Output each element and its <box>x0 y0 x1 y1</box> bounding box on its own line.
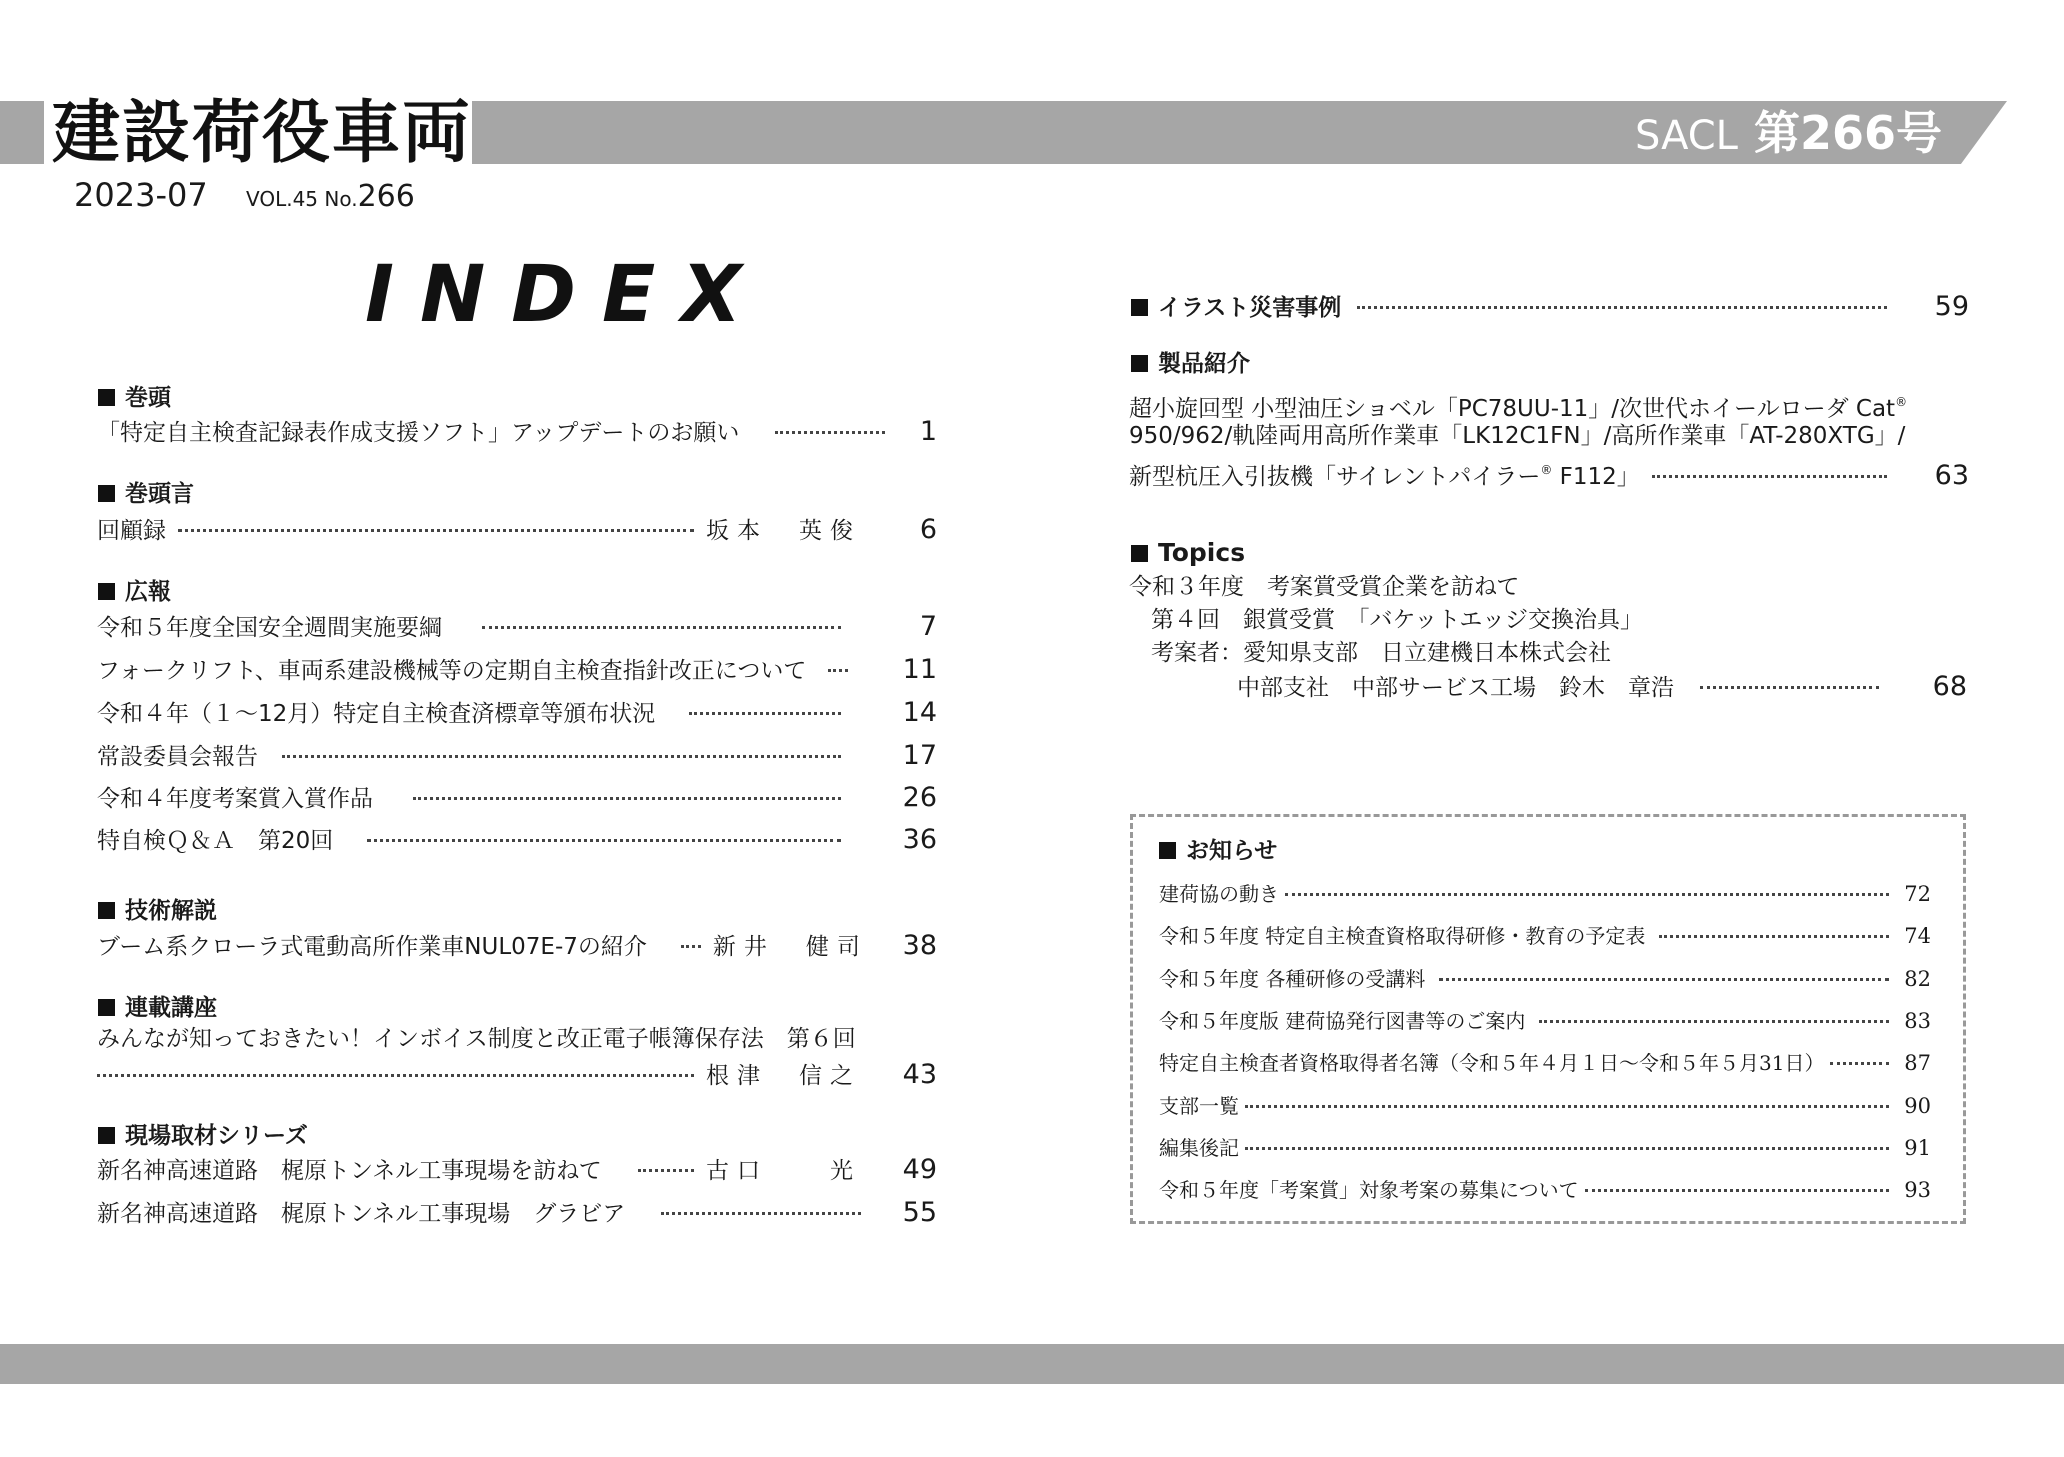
notice-page: 74 <box>1904 924 1931 948</box>
section-heading: お知らせ <box>1186 838 1278 864</box>
toc-entry[interactable] <box>97 781 937 816</box>
entry-page: 1 <box>919 416 937 447</box>
section-rensai <box>98 992 217 1024</box>
leader-dots <box>282 755 841 758</box>
entry-title: 令和５年度全国安全週間実施要綱 <box>97 615 442 641</box>
toc-entry[interactable] <box>97 1153 937 1188</box>
entry-page: 26 <box>902 782 937 813</box>
product-line-2: 950/962/軌陸両用高所作業車「LK12C1FN」/高所作業車「AT-280XTG」/ <box>1129 423 1906 449</box>
entry-author: 古口 光 <box>706 1158 861 1184</box>
entry-author: 坂本 英俊 <box>706 518 861 544</box>
section-heading: 広報 <box>125 579 171 605</box>
registered-mark: ® <box>1895 395 1908 409</box>
leader-dots <box>1652 475 1887 478</box>
entry-page: 63 <box>1934 460 1969 491</box>
entry-title: 常設委員会報告 <box>97 744 258 770</box>
notice-page: 72 <box>1904 882 1931 906</box>
entry-page: 49 <box>902 1154 937 1185</box>
notice-item[interactable] <box>1159 1175 1931 1205</box>
notice-title: 建荷協の動き <box>1159 882 1279 906</box>
entry-page: 59 <box>1934 291 1969 322</box>
notice-box <box>1130 814 1966 1224</box>
section-gijutsu <box>98 895 217 927</box>
section-heading: 製品紹介 <box>1158 351 1250 377</box>
notice-item[interactable] <box>1159 879 1931 909</box>
toc-entry[interactable] <box>97 1058 937 1093</box>
product-text: 新型杭圧入引抜機「サイレントパイラー <box>1129 464 1541 490</box>
notice-item[interactable] <box>1159 964 1931 994</box>
leader-dots <box>367 839 841 842</box>
square-bullet-icon <box>1131 355 1148 372</box>
notice-page: 90 <box>1904 1094 1931 1118</box>
entry-title: 新名神高速道路 梶原トンネル工事現場を訪ねて <box>97 1158 602 1184</box>
square-bullet-icon <box>98 902 115 919</box>
section-heading: 連載講座 <box>125 995 217 1021</box>
magazine-title: 建設荷役車両 <box>52 94 473 173</box>
notice-title: 令和５年度「考案賞」対象考案の募集について <box>1159 1178 1579 1202</box>
registered-mark: ® <box>1540 463 1553 477</box>
index-heading: INDEX <box>365 250 768 340</box>
issue-badge <box>1635 103 1942 163</box>
topics-line-1: 令和３年度 考案賞受賞企業を訪ねて <box>1129 574 1520 600</box>
toc-entry[interactable] <box>97 1196 937 1231</box>
topics-line-3: 考案者：愛知県支部 日立建機日本株式会社 <box>1151 640 1611 666</box>
volume-number: 266 <box>357 179 415 214</box>
toc-entry[interactable] <box>97 929 937 964</box>
notice-item[interactable] <box>1159 1006 1931 1036</box>
sacl-label: SACL <box>1634 113 1738 159</box>
entry-page: 7 <box>919 611 937 642</box>
notice-item[interactable] <box>1159 1048 1931 1078</box>
notice-title: 特定自主検査者資格取得者名簿（令和５年４月１日～令和５年５月31日） <box>1159 1051 1825 1075</box>
notice-title: 支部一覧 <box>1159 1094 1239 1118</box>
square-bullet-icon <box>1131 299 1148 316</box>
square-bullet-icon <box>1131 545 1148 562</box>
section-heading: 巻頭言 <box>125 481 194 507</box>
leader-dots <box>828 669 848 672</box>
publication-date: 2023-07 <box>74 176 208 214</box>
leader-dots <box>413 797 841 800</box>
product-text: 超小旋回型 小型油圧ショベル「PC78UU-11」/次世代ホイールローダ Cat <box>1129 396 1896 422</box>
toc-entry-illust[interactable] <box>1131 290 1969 325</box>
leader-dots <box>681 945 701 948</box>
footer-bar <box>0 1344 2064 1384</box>
topics-line-2: 第４回 銀賞受賞 「バケットエッジ交換治具」 <box>1151 607 1643 633</box>
notice-page: 91 <box>1904 1136 1931 1160</box>
section-oshirase <box>1159 835 1277 867</box>
square-bullet-icon <box>98 389 115 406</box>
notice-title: 編集後記 <box>1159 1136 1239 1160</box>
notice-page: 87 <box>1904 1051 1931 1075</box>
notice-item[interactable] <box>1159 1133 1931 1163</box>
leader-dots <box>1245 1147 1889 1150</box>
section-heading: 技術解説 <box>125 898 217 924</box>
section-heading: Topics <box>1158 538 1246 567</box>
leader-dots <box>1830 1062 1889 1065</box>
notice-page: 83 <box>1904 1009 1931 1033</box>
entry-title: 令和４年度考案賞入賞作品 <box>97 786 373 812</box>
entry-page: 43 <box>902 1059 937 1090</box>
leader-dots <box>178 529 694 532</box>
toc-entry[interactable] <box>97 415 937 450</box>
entry-title: 「特定自主検査記録表作成支援ソフト」アップデートのお願い <box>97 420 740 446</box>
section-kantogen <box>98 478 194 510</box>
leader-dots <box>1659 935 1889 938</box>
entry-title: 回顧録 <box>97 518 166 544</box>
section-heading: イラスト災害事例 <box>1158 295 1342 321</box>
entry-title: 特自検Ｑ＆Ａ 第20回 <box>97 828 334 854</box>
leader-dots <box>1357 306 1887 309</box>
entry-page: 55 <box>902 1197 937 1228</box>
toc-entry[interactable] <box>97 610 937 645</box>
square-bullet-icon <box>98 1127 115 1144</box>
leader-dots <box>1585 1189 1889 1192</box>
section-koho <box>98 576 171 608</box>
leader-dots <box>638 1169 694 1172</box>
notice-title: 令和５年度版 建荷協発行図書等のご案内 <box>1159 1009 1526 1033</box>
topics-line-4: 中部支社 中部サービス工場 鈴木 章浩 <box>1237 675 1674 701</box>
toc-entry-topics[interactable] <box>1237 670 1967 705</box>
leader-dots <box>775 431 885 434</box>
toc-entry[interactable] <box>97 739 937 774</box>
section-heading: 巻頭 <box>125 385 171 411</box>
volume-prefix: VOL.45 No. <box>246 187 358 211</box>
entry-page: 17 <box>902 740 937 771</box>
volume-line <box>246 179 415 217</box>
entry-author: 新井 健司 <box>712 934 868 960</box>
entry-page: 11 <box>902 654 937 685</box>
square-bullet-icon <box>98 583 115 600</box>
issue-number: 第266号 <box>1753 106 1942 160</box>
leader-dots <box>1285 893 1889 896</box>
toc-entry[interactable] <box>97 653 937 688</box>
entry-author: 根津 信之 <box>706 1063 861 1089</box>
masthead <box>0 0 2064 215</box>
entry-title: 令和４年（１～12月）特定自主検査済標章等頒布状況 <box>97 701 656 727</box>
toc-entry[interactable] <box>97 823 937 858</box>
leader-dots <box>97 1074 694 1077</box>
toc-entry-seihin[interactable] <box>1129 453 1969 494</box>
leader-dots <box>482 626 841 629</box>
entry-title: 新名神高速道路 梶原トンネル工事現場 グラビア <box>97 1201 626 1227</box>
toc-entry[interactable] <box>97 513 937 548</box>
notice-title: 令和５年度 各種研修の受講料 <box>1159 967 1426 991</box>
leader-dots <box>689 712 841 715</box>
product-line-3 <box>1129 453 1640 494</box>
section-genba <box>98 1120 308 1152</box>
notice-item[interactable] <box>1159 921 1931 951</box>
notice-item[interactable] <box>1159 1091 1931 1121</box>
toc-entry[interactable] <box>97 696 937 731</box>
section-topics <box>1131 537 1245 570</box>
leader-dots <box>1245 1105 1889 1108</box>
entry-page: 68 <box>1932 671 1967 702</box>
notice-page: 82 <box>1904 967 1931 991</box>
leader-dots <box>1539 1020 1889 1023</box>
serial-title: みんなが知っておきたい！インボイス制度と改正電子帳簿保存法 第６回 <box>97 1026 856 1052</box>
square-bullet-icon <box>98 999 115 1016</box>
entry-page: 6 <box>919 514 937 545</box>
leader-dots <box>1439 978 1889 981</box>
entry-page: 14 <box>902 697 937 728</box>
notice-title: 令和５年度 特定自主検査資格取得研修・教育の予定表 <box>1159 924 1646 948</box>
product-text: F112」 <box>1552 464 1640 490</box>
entry-title: ブーム系クローラ式電動高所作業車NUL07E-7の紹介 <box>97 934 647 960</box>
entry-page: 36 <box>902 824 937 855</box>
section-seihin <box>1131 348 1250 380</box>
entry-page: 38 <box>902 930 937 961</box>
entry-title: フォークリフト、車両系建設機械等の定期自主検査指針改正について <box>97 658 807 684</box>
square-bullet-icon <box>1159 842 1176 859</box>
section-kanto <box>98 382 171 414</box>
leader-dots <box>1700 686 1879 689</box>
leader-dots <box>661 1212 861 1215</box>
masthead-bar-left <box>0 101 44 164</box>
notice-page: 93 <box>1904 1178 1931 1202</box>
section-heading: 現場取材シリーズ <box>125 1123 308 1149</box>
square-bullet-icon <box>98 485 115 502</box>
